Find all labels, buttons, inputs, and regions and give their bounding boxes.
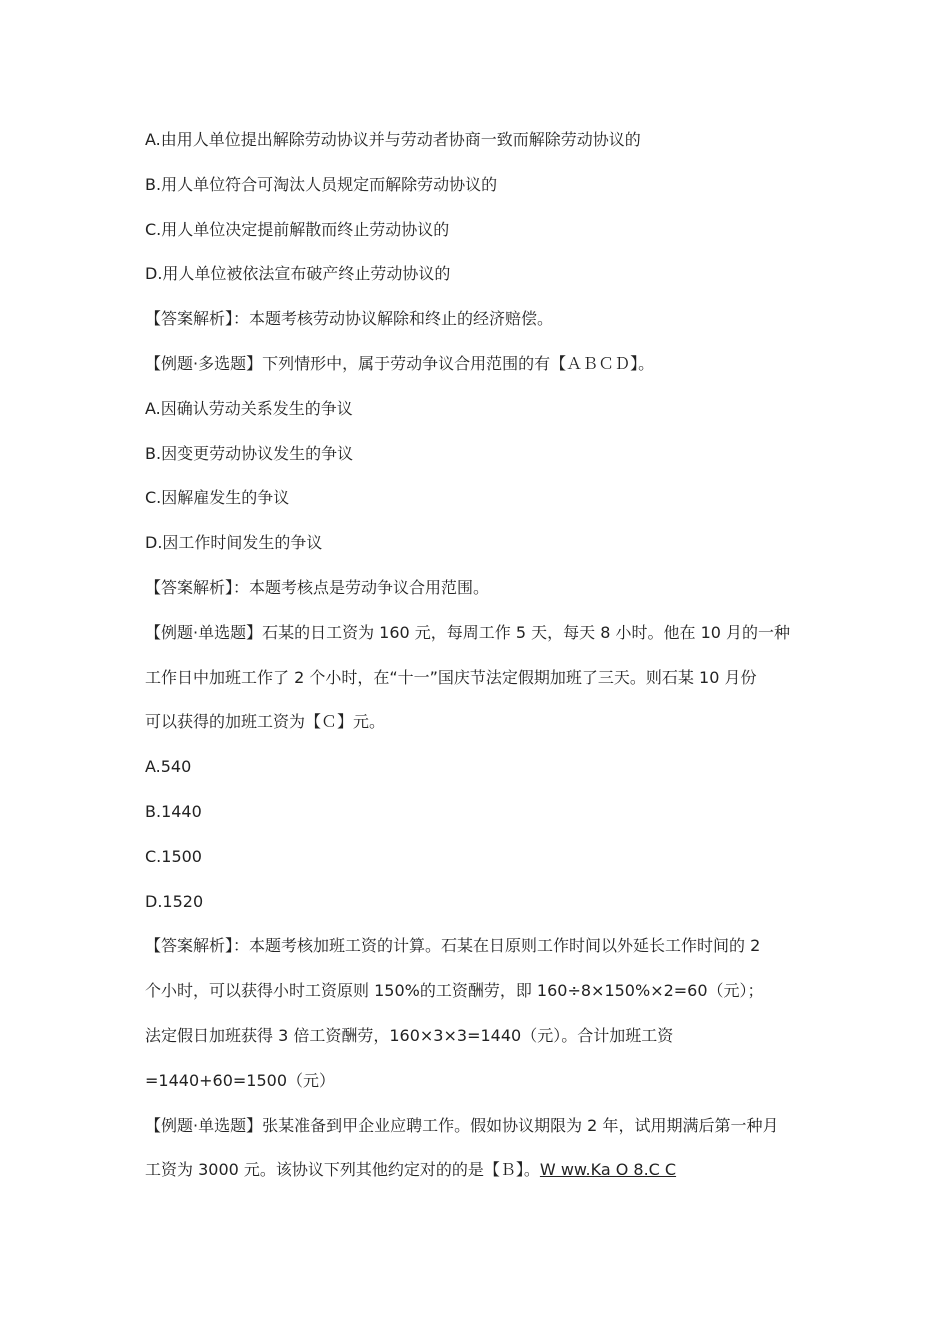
answer-explanation-2: 【答案解析】：本题考核点是劳动争议合用范围。 — [145, 577, 490, 597]
question-single-choice-2-line-2 — [145, 1148, 815, 1193]
option-b-line: B.用人单位符合可淘汰人员规定而解除劳动协议的 — [145, 174, 498, 194]
question-multi-choice: 【例题·多选题】下列情形中，属于劳动争议合用范围的有【ＡＢＣＤ】。 — [145, 353, 655, 373]
option-b-line: B.因变更劳动协议发生的争议 — [145, 443, 354, 463]
answer-explanation-1: 【答案解析】：本题考核劳动协议解除和终止的经济赔偿。 — [145, 309, 554, 329]
option-a-line: A.540 — [145, 757, 192, 777]
document-body — [145, 118, 815, 1193]
question-single-choice-line-2: 工作日中加班工作了 2 个小时，在“十一”国庆节法定假期加班了三天。则石某 10 月份 — [145, 667, 757, 687]
option-c-line: C.1500 — [145, 846, 202, 866]
option-a-line: A.因确认劳动关系发生的争议 — [145, 398, 353, 418]
option-c-line: C.用人单位决定提前解散而终止劳动协议的 — [145, 219, 450, 239]
option-d-line: D.因工作时间发生的争议 — [145, 533, 323, 553]
question-text: 工资为 3000 元。该协议下列其他约定对的的是【Ｂ】。 — [145, 1160, 540, 1180]
option-b-line: B.1440 — [145, 801, 202, 821]
watermark-link[interactable]: W ww.Ka O 8.C C — [539, 1160, 677, 1180]
question-single-choice-line-1: 【例题·单选题】石某的日工资为 160 元，每周工作 5 天，每天 8 小时。他在 10 月的一种 — [145, 622, 791, 642]
question-single-choice-line-3: 可以获得的加班工资为【Ｃ】元。 — [145, 712, 386, 732]
option-a-line: A.由用人单位提出解除劳动协议并与劳动者协商一致而解除劳动协议的 — [145, 130, 641, 149]
option-d-line: D.1520 — [145, 891, 204, 911]
option-c-line: C.因解雇发生的争议 — [145, 488, 290, 508]
answer-explanation-3-line-4: =1440+60=1500（元） — [145, 1070, 336, 1090]
answer-explanation-3-line-3: 法定假日加班获得 3 倍工资酬劳，160×3×3=1440（元）。合计加班工资 — [145, 1025, 674, 1045]
option-d-line: D.用人单位被依法宣布破产终止劳动协议的 — [145, 264, 451, 284]
answer-explanation-3-line-1: 【答案解析】：本题考核加班工资的计算。石某在日原则工作时间以外延长工作时间的 2 — [145, 936, 761, 956]
question-single-choice-2-line-1: 【例题·单选题】张某准备到甲企业应聘工作。假如协议期限为 2 年，试用期满后第一种月 — [145, 1115, 779, 1135]
answer-explanation-3-line-2: 个小时，可以获得小时工资原则 150%的工资酬劳，即 160÷8×150%×2=60（元）； — [145, 981, 764, 1001]
